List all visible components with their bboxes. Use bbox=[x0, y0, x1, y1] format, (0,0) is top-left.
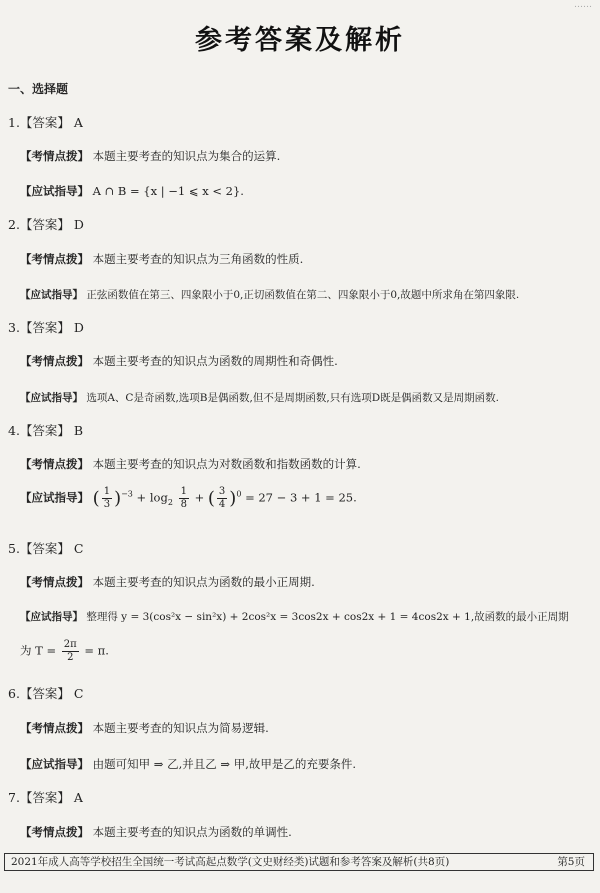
q5-guide bbox=[20, 609, 569, 624]
guide-tag: 【应试指导】 bbox=[20, 757, 89, 771]
guide-text: 整理得 y = 3(cos²x − sin²x) + 2cos²x = 3cos2x + cos2x + 1 = 4cos2x + 1,故函数的最小正周期 bbox=[86, 611, 569, 623]
guide-text: A ∩ B = {x | −1 ⩽ x < 2}. bbox=[92, 184, 244, 198]
guide-text: 由题可知甲 ⇒ 乙,并且乙 ⇒ 甲,故甲是乙的充要条件. bbox=[92, 757, 357, 771]
q3-answer: 3.【答案】 D bbox=[8, 320, 84, 335]
knowledge-tag: 【考情点拨】 bbox=[20, 457, 89, 471]
knowledge-tag: 【考情点拨】 bbox=[20, 575, 89, 589]
guide-text: 选项A、C是奇函数,选项B是偶函数,但不是周期函数,只有选项D既是偶函数又是周期函数. bbox=[86, 392, 499, 404]
q4-guide: 【应试指导】 ( $\frac{1}{3}$ )$^{-3} + \log_2$ $\frac{1}{8}$ + ( $\frac{3}{4}$ )$^0$ = 27 − 3 + 1 = 25. bbox=[20, 486, 357, 510]
page-footer bbox=[4, 853, 594, 871]
q7-knowledge bbox=[20, 824, 292, 840]
footer-text: 2021年成人高等学校招生全国统一考试高起点数学(文史财经类)试题和参考答案及解析(共8页) bbox=[11, 856, 450, 868]
q2-guide bbox=[20, 287, 519, 302]
q5-answer: 5.【答案】 C bbox=[8, 541, 84, 556]
knowledge-tag: 【考情点拨】 bbox=[20, 252, 89, 266]
q3-guide bbox=[20, 390, 499, 405]
knowledge-tag: 【考情点拨】 bbox=[20, 825, 89, 839]
knowledge-tag: 【考情点拨】 bbox=[20, 149, 89, 163]
q4-answer: 4.【答案】 B bbox=[8, 423, 84, 438]
q5-knowledge bbox=[20, 574, 315, 590]
knowledge-text: 本题主要考查的知识点为三角函数的性质. bbox=[92, 252, 304, 266]
page-title: 参考答案及解析 bbox=[195, 25, 405, 56]
q2-knowledge bbox=[20, 251, 303, 267]
q4-knowledge bbox=[20, 456, 361, 472]
fraction: $\frac{1}{3}$ bbox=[103, 486, 111, 510]
q5-guide-cont: 为 T = $\frac{2\pi}{2}$ = π. bbox=[20, 639, 109, 663]
page-number: 第5页 bbox=[557, 856, 585, 868]
guide-tag: 【应试指导】 bbox=[20, 490, 89, 505]
q1-guide bbox=[20, 183, 244, 199]
knowledge-text: 本题主要考查的知识点为对数函数和指数函数的计算. bbox=[92, 457, 361, 471]
knowledge-text: 本题主要考查的知识点为函数的周期性和奇偶性. bbox=[92, 354, 338, 368]
fraction: $\frac{1}{8}$ bbox=[180, 486, 187, 510]
q3-knowledge bbox=[20, 353, 338, 369]
knowledge-text: 本题主要考查的知识点为函数的最小正周期. bbox=[92, 575, 315, 589]
q2-answer: 2.【答案】 D bbox=[8, 217, 84, 232]
corner-mark: …… bbox=[574, 0, 592, 10]
knowledge-tag: 【考情点拨】 bbox=[20, 721, 89, 735]
q7-answer: 7.【答案】 A bbox=[8, 790, 83, 805]
guide-tag: 【应试指导】 bbox=[20, 611, 83, 623]
q1-answer: 1.【答案】 A bbox=[8, 115, 83, 130]
guide-tag: 【应试指导】 bbox=[20, 392, 83, 404]
guide-text: = 27 − 3 + 1 = 25. bbox=[245, 490, 357, 505]
q6-answer: 6.【答案】 C bbox=[8, 686, 84, 701]
guide-tag: 【应试指导】 bbox=[20, 289, 83, 301]
q6-guide bbox=[20, 756, 356, 772]
section-heading: 一、选择题 bbox=[8, 82, 69, 96]
guide-tag: 【应试指导】 bbox=[20, 184, 89, 198]
fraction: $\frac{3}{4}$ bbox=[218, 486, 226, 510]
knowledge-tag: 【考情点拨】 bbox=[20, 354, 89, 368]
q6-knowledge bbox=[20, 720, 269, 736]
knowledge-text: 本题主要考查的知识点为简易逻辑. bbox=[92, 721, 269, 735]
q1-knowledge bbox=[20, 148, 280, 164]
fraction: $\frac{2\pi}{2}$ bbox=[63, 639, 77, 663]
knowledge-text: 本题主要考查的知识点为集合的运算. bbox=[92, 149, 281, 163]
guide-text: 正弦函数值在第三、四象限小于0,正切函数值在第二、四象限小于0,故题中所求角在第四象限. bbox=[86, 289, 520, 301]
knowledge-text: 本题主要考查的知识点为函数的单调性. bbox=[92, 825, 292, 839]
